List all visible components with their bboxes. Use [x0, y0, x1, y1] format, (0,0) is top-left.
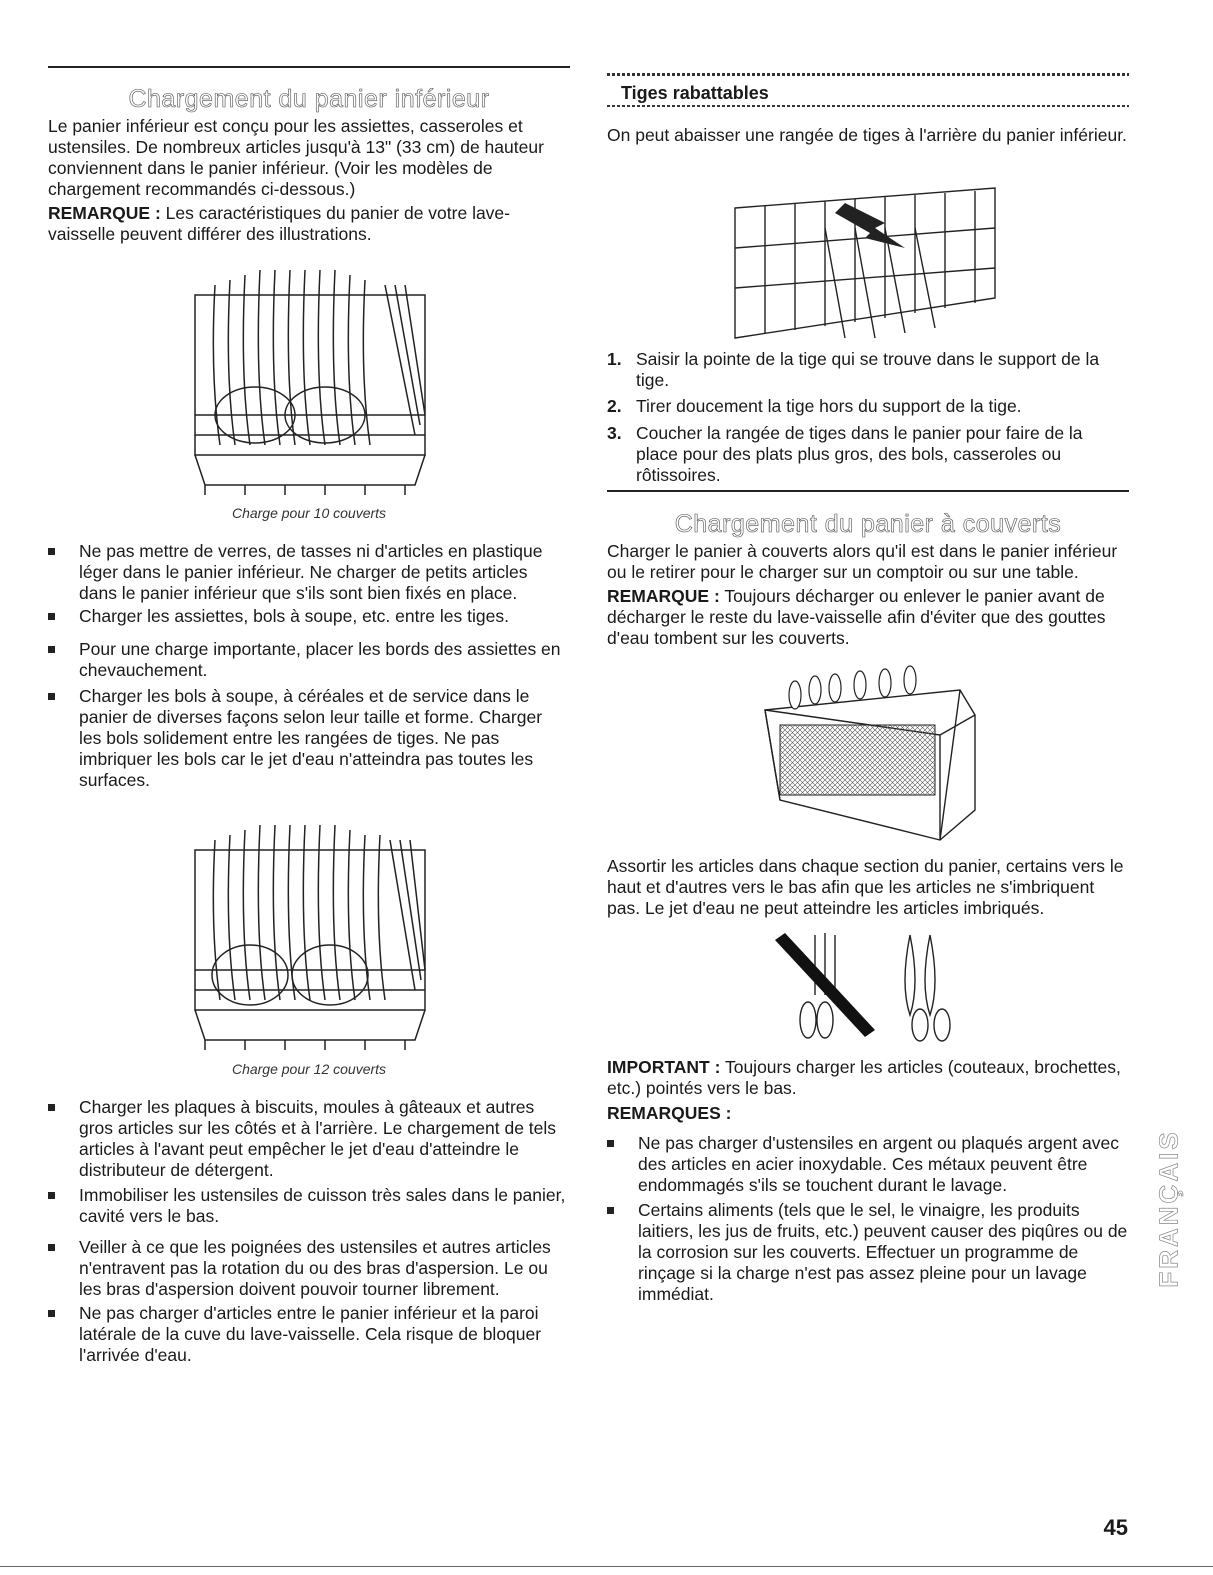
page-number: 45	[1103, 1515, 1128, 1540]
remarques-label: REMARQUES :	[607, 1103, 732, 1123]
silverware-basket-illustration	[760, 650, 980, 845]
bullet-mark	[48, 548, 55, 555]
bottom-rule	[0, 1566, 1213, 1567]
side-tab-label: FRANÇAIS	[1153, 1129, 1184, 1288]
bullet-text: Charger les bols à soupe, à céréales et de service dans le panier de diverses façons selon leur taille et forme. Charger les bols solidement entre les rangées de tiges. Ne pas imbriquer les bols car le jet d'eau n'atteindra pas toutes les surfaces.	[79, 686, 543, 790]
step-number: 3.	[607, 423, 622, 443]
bullet-text: Immobiliser les ustensiles de cuisson très sales dans le panier, cavité vers le bas.	[79, 1185, 566, 1226]
bullet-text: Veiller à ce que les poignées des ustensiles et autres articles n'entravent pas la rotation du ou des bras d'aspersion. Le ou les bras d'aspersion doivent pouvoir tourner librement.	[79, 1237, 551, 1299]
note-text: Les caractéristiques du panier de votre lave-vaisselle peuvent différer des illustrations.	[48, 203, 510, 244]
step-text: Coucher la rangée de tiges dans le panier pour faire de la place pour des plats plus gros, des bols, casseroles ou rôtissoires.	[636, 423, 1083, 485]
section-heading-silverware: Chargement du panier à couverts	[674, 510, 1062, 538]
bullet-mark	[48, 1244, 55, 1251]
note-label: REMARQUE :	[607, 586, 720, 606]
important-label: IMPORTANT :	[607, 1057, 721, 1077]
remark-text: Ne pas charger d'ustensiles en argent ou plaqués argent avec des articles en acier inoxydable. Ces métaux peuvent être endommagés s'ils se touchent durant le lavage.	[638, 1133, 1120, 1195]
caption-10-settings: Charge pour 10 couverts	[231, 505, 387, 521]
rack-12-settings-illustration	[185, 810, 435, 1050]
caption-12-settings: Charge pour 12 couverts	[231, 1061, 387, 1077]
important-text: Toujours charger les articles (couteaux, brochettes, etc.) pointés vers le bas.	[607, 1057, 1121, 1098]
top-rule-left	[48, 66, 570, 68]
subheading-folding-tines: Tiges rabattables	[621, 83, 769, 103]
rack-10-settings-illustration	[185, 255, 435, 495]
lower-rack-intro: Le panier inférieur est conçu pour les assiettes, casseroles et ustensiles. De nombreux articles jusqu'à 13" (33 cm) de hauteur conviennent dans le panier inférieur. (Voir les modèles de chargement recommandés ci-dessous.)	[48, 116, 544, 199]
bullet-mark	[48, 1104, 55, 1111]
bullet-text: Charger les assiettes, bols à soupe, etc. entre les tiges.	[79, 606, 509, 626]
step-text: Tirer doucement la tige hors du support de la tige.	[636, 396, 1022, 416]
step-number: 1.	[607, 349, 622, 369]
bullet-mark	[48, 613, 55, 620]
subheading-rule	[607, 105, 1129, 107]
bullet-text: Ne pas charger d'articles entre le panier inférieur et la paroi latérale de la cuve du lave-vaisselle. Cela risque de bloquer l'arrivée d'eau.	[79, 1303, 542, 1365]
section-rule	[607, 490, 1129, 492]
bullet-mark	[607, 1207, 614, 1214]
bullet-text: Pour une charge importante, placer les bords des assiettes en chevauchement.	[79, 639, 561, 680]
bullet-mark	[48, 1192, 55, 1199]
bullet-mark	[607, 1140, 614, 1147]
step-number: 2.	[607, 396, 622, 416]
bullet-mark	[48, 1310, 55, 1317]
step-text: Saisir la pointe de la tige qui se trouve dans le support de la tige.	[636, 349, 1100, 390]
utensils-pointed-down-illustration	[770, 925, 970, 1045]
bullet-mark	[48, 693, 55, 700]
remark-text: Certains aliments (tels que le sel, le vinaigre, les produits laitiers, les jus de fruits, etc.) peuvent causer des piqûres ou de la corrosion sur les couverts. Effectuer un programme de rinçage si la charge n'est pas assez pleine pour un lavage immédiat.	[638, 1200, 1128, 1304]
note-text: Toujours décharger ou enlever le panier avant de décharger le reste du lave-vaisselle afin d'éviter que des gouttes d'eau tombent sur les couverts.	[607, 586, 1106, 648]
bullet-mark	[48, 646, 55, 653]
tines-intro: On peut abaisser une rangée de tiges à l'arrière du panier inférieur.	[607, 125, 1127, 145]
section-heading-lower-rack: Chargement du panier inférieur	[128, 85, 490, 113]
language-side-tab	[1152, 1085, 1186, 1335]
folding-tines-illustration	[705, 168, 1005, 348]
silverware-intro: Charger le panier à couverts alors qu'il est dans le panier inférieur ou le retirer pour le charger sur un comptoir ou sur une table.	[607, 541, 1118, 582]
top-rule-right	[607, 73, 1129, 76]
bullet-text: Ne pas mettre de verres, de tasses ni d'articles en plastique léger dans le panier inférieur. Ne charger de petits articles dans le panier inférieur que s'ils sont bien fixés en place.	[79, 541, 543, 603]
silverware-note	[607, 586, 1127, 649]
note-label: REMARQUE :	[48, 203, 161, 223]
lower-rack-note	[48, 203, 568, 245]
important-paragraph	[607, 1057, 1127, 1099]
bullet-text: Charger les plaques à biscuits, moules à gâteaux et autres gros articles sur les côtés et à l'arrière. Le chargement de tels articles à l'avant peut empêcher le jet d'eau d'atteindre le distributeur de détergent.	[79, 1097, 557, 1180]
assortir-paragraph: Assortir les articles dans chaque section du panier, certains vers le haut et d'autres vers le bas afin que les articles ne s'imbriquent pas. Le jet d'eau ne peut atteindre les articles imbriqués.	[607, 856, 1124, 918]
